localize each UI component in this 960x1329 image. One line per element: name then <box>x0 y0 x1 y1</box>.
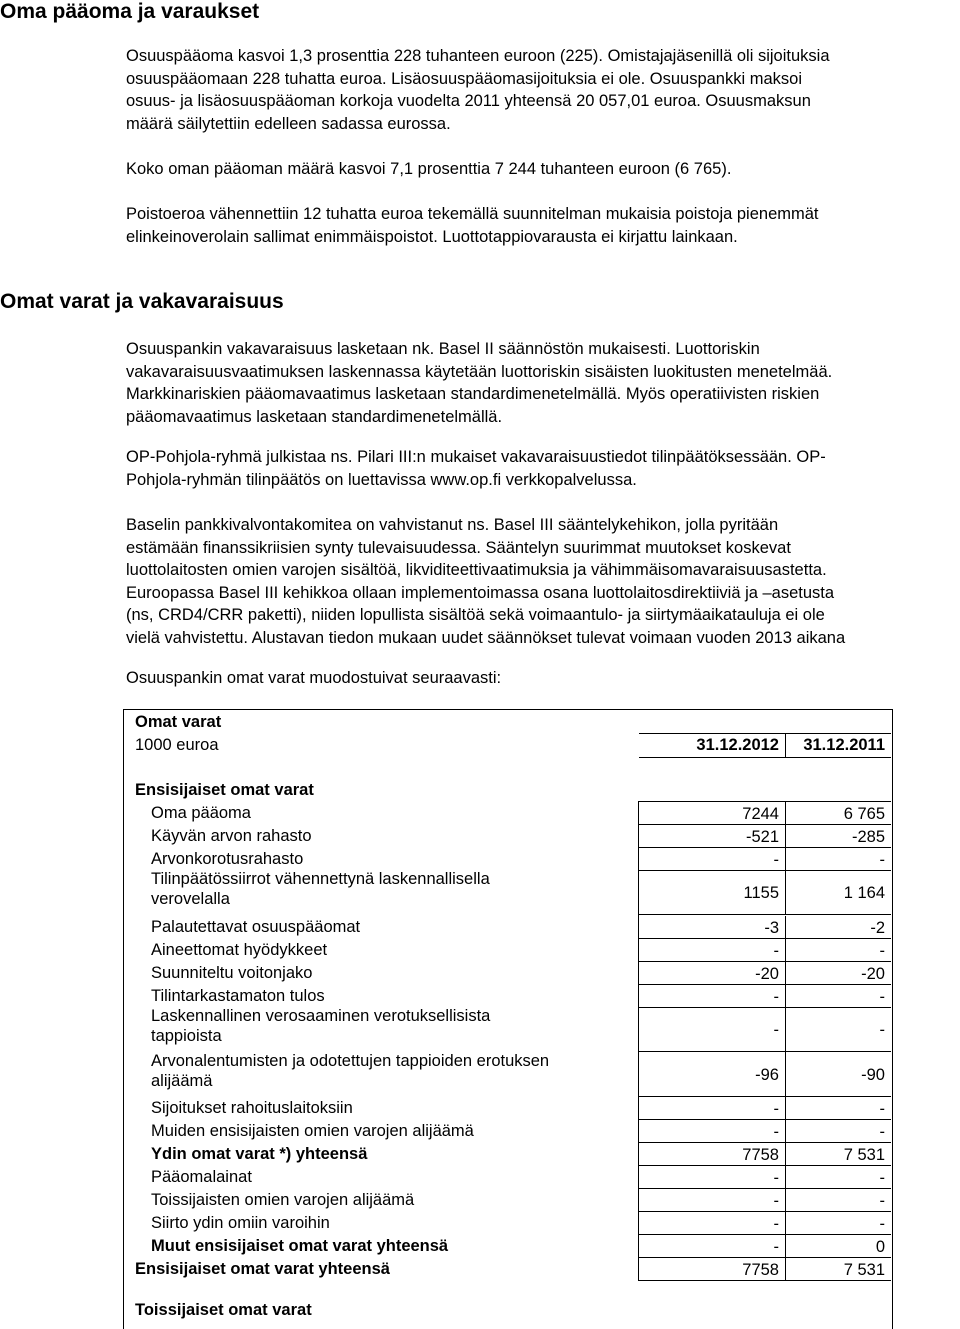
paragraph-poistoero: Poistoeroa vähennettiin 12 tuhatta euroa tekemällä suunnitelman mukaisia poistoja pienemmät elinkeinoverolain sallimat enimmäispoistot. Luottotappiovarausta ei kirjattu lainkaan. <box>126 205 819 246</box>
cell-2011: -20 <box>786 962 891 985</box>
row-label: Arvonalentumisten ja odotettujen tappioiden erotuksen alijäämä <box>151 1052 550 1090</box>
cell-2012: - <box>639 1189 786 1212</box>
cell-2011: - <box>786 1166 891 1189</box>
cell-2011: - <box>786 1007 891 1052</box>
cell-2011: 7 531 <box>786 1258 891 1281</box>
cell-2011: - <box>786 848 891 871</box>
cell-2012: - <box>639 1235 786 1258</box>
cell-2012: - <box>639 1212 786 1235</box>
paragraph-koko-oma-paaoma: Koko oman pääoman määrä kasvoi 7,1 prosenttia 7 244 tuhanteen euroon (6 765). <box>126 160 732 178</box>
value-column-border <box>638 802 639 1281</box>
row-label: Tilinpäätössiirrot vähennettynä laskennallisella verovelalla <box>151 870 490 908</box>
cell-2011: -90 <box>786 1052 891 1097</box>
row-label: Muut ensisijaiset omat varat yhteensä <box>151 1237 449 1255</box>
column-header-2011: 31.12.2011 <box>786 733 891 758</box>
row-label: Arvonkorotusrahasto <box>151 850 304 868</box>
column-header-2012: 31.12.2012 <box>639 733 786 758</box>
row-label: Suunniteltu voitonjako <box>151 964 313 982</box>
cell-2011: - <box>786 939 891 962</box>
cell-2012: - <box>639 939 786 962</box>
table-unit: 1000 euroa <box>135 736 219 754</box>
row-label: Aineettomat hyödykkeet <box>151 941 328 959</box>
cell-2012: - <box>639 1097 786 1120</box>
paragraph-table-intro: Osuuspankin omat varat muodostuivat seuraavasti: <box>126 669 502 687</box>
row-label: Pääomalainat <box>151 1168 252 1186</box>
cell-2012: - <box>639 1120 786 1143</box>
value-block-top-border <box>638 801 891 802</box>
cell-2011: - <box>786 1189 891 1212</box>
row-label: Käyvän arvon rahasto <box>151 827 312 845</box>
row-label: Ensisijaiset omat varat yhteensä <box>135 1260 390 1278</box>
row-label: Siirto ydin omiin varoihin <box>151 1214 330 1232</box>
cell-2012: - <box>639 848 786 871</box>
cell-2012: 7758 <box>639 1143 786 1166</box>
row-label: Tilintarkastamaton tulos <box>151 987 325 1005</box>
heading-omat-varat: Omat varat ja vakavaraisuus <box>0 290 284 313</box>
row-label: Toissijaisten omien varojen alijäämä <box>151 1191 415 1209</box>
paragraph-vakavaraisuus: Osuuspankin vakavaraisuus lasketaan nk. Basel II säännöstön mukaisesti. Luottoriskin vakavaraisuusvaatimuksen laskennassa käytetään luottoriskin sisäisten luokitusten menetelmää. Markkinariskien pääomavaatimus lasketaan standardimenetelmällä. Myös operatiivisten riskien pääomavaatimus lasketaan standardimenetelmällä. <box>126 340 833 426</box>
row-label: Laskennallinen verosaaminen verotuksellisista tappioista <box>151 1007 491 1045</box>
cell-2011: - <box>786 985 891 1008</box>
cell-2012: 1155 <box>639 870 786 915</box>
omat-varat-table <box>123 709 893 1329</box>
cell-2011: -2 <box>786 916 891 939</box>
group-ensisijaiset: Ensisijaiset omat varat <box>135 781 314 799</box>
row-label: Sijoitukset rahoituslaitoksiin <box>151 1099 353 1117</box>
cell-2011: 6 765 <box>786 802 891 825</box>
paragraph-osuuspaaoma: Osuuspääoma kasvoi 1,3 prosenttia 228 tuhanteen euroon (225). Omistajajäsenillä oli sijoituksia osuuspääomaan 228 tuhatta euroa. Lisäosuuspääomasijoituksia ei ole. Osuuspankki maksoi osuus- ja lisäosuuspääoman korkoja vuodelta 2011 yhteensä 20 057,01 euroa. Osuusmaksun määrä säilytettiin edelleen sadassa eurossa. <box>126 47 830 133</box>
cell-2012: -20 <box>639 962 786 985</box>
row-label: Ydin omat varat *) yhteensä <box>151 1145 368 1163</box>
cell-2012: - <box>639 1166 786 1189</box>
table-title: Omat varat <box>135 713 222 731</box>
cell-2012: -96 <box>639 1052 786 1097</box>
cell-2011: - <box>786 1120 891 1143</box>
heading-oma-paaoma: Oma pääoma ja varaukset <box>0 0 260 23</box>
row-label: Muiden ensisijaisten omien varojen alijäämä <box>151 1122 474 1140</box>
cell-2011: -285 <box>786 825 891 848</box>
cell-2011: - <box>786 1212 891 1235</box>
cell-2012: 7244 <box>639 802 786 825</box>
cell-2012: 7758 <box>639 1258 786 1281</box>
paragraph-basel-iii: Baselin pankkivalvontakomitea on vahvistanut ns. Basel III sääntelykehikon, jolla pyritään estämään finanssikriisien synty tulevaisuudessa. Sääntelyn suurimmat muutokset koskevat luottolaitosten omien varojen sisältöä, likviditeettivaatimuksia ja vähimmäisomavaraisuusastetta. Euroopassa Basel III kehikkoa ollaan implementoimassa osana luottolaitosdirektiiviä ja –asetusta (ns, CRD4/CRR paketti), niiden lopullista sisältöä sekä voimaantulo- ja siirtymäaikatauluja ei ole vielä vahvistettu. Alustavan tiedon mukaan uudet säännökset tulevat voimaan vuoden 2013 aikana <box>126 516 846 647</box>
cell-2011: 1 164 <box>786 870 891 915</box>
row-label: Palautettavat osuuspääomat <box>151 918 361 936</box>
paragraph-pilari: OP-Pohjola-ryhmä julkistaa ns. Pilari III:n mukaiset vakavaraisuustiedot tilinpäätöksessään. OP- Pohjola-ryhmän tilinpäätös on luettavissa www.op.fi verkkopalvelussa. <box>126 448 826 489</box>
cell-2011: - <box>786 1097 891 1120</box>
group-toissijaiset: Toissijaiset omat varat <box>135 1301 312 1319</box>
cell-2012: -521 <box>639 825 786 848</box>
cell-2012: - <box>639 985 786 1008</box>
cell-2011: 7 531 <box>786 1143 891 1166</box>
cell-2012: - <box>639 1007 786 1052</box>
cell-2012: -3 <box>639 916 786 939</box>
row-label: Oma pääoma <box>151 804 251 822</box>
cell-2011: 0 <box>786 1235 891 1258</box>
